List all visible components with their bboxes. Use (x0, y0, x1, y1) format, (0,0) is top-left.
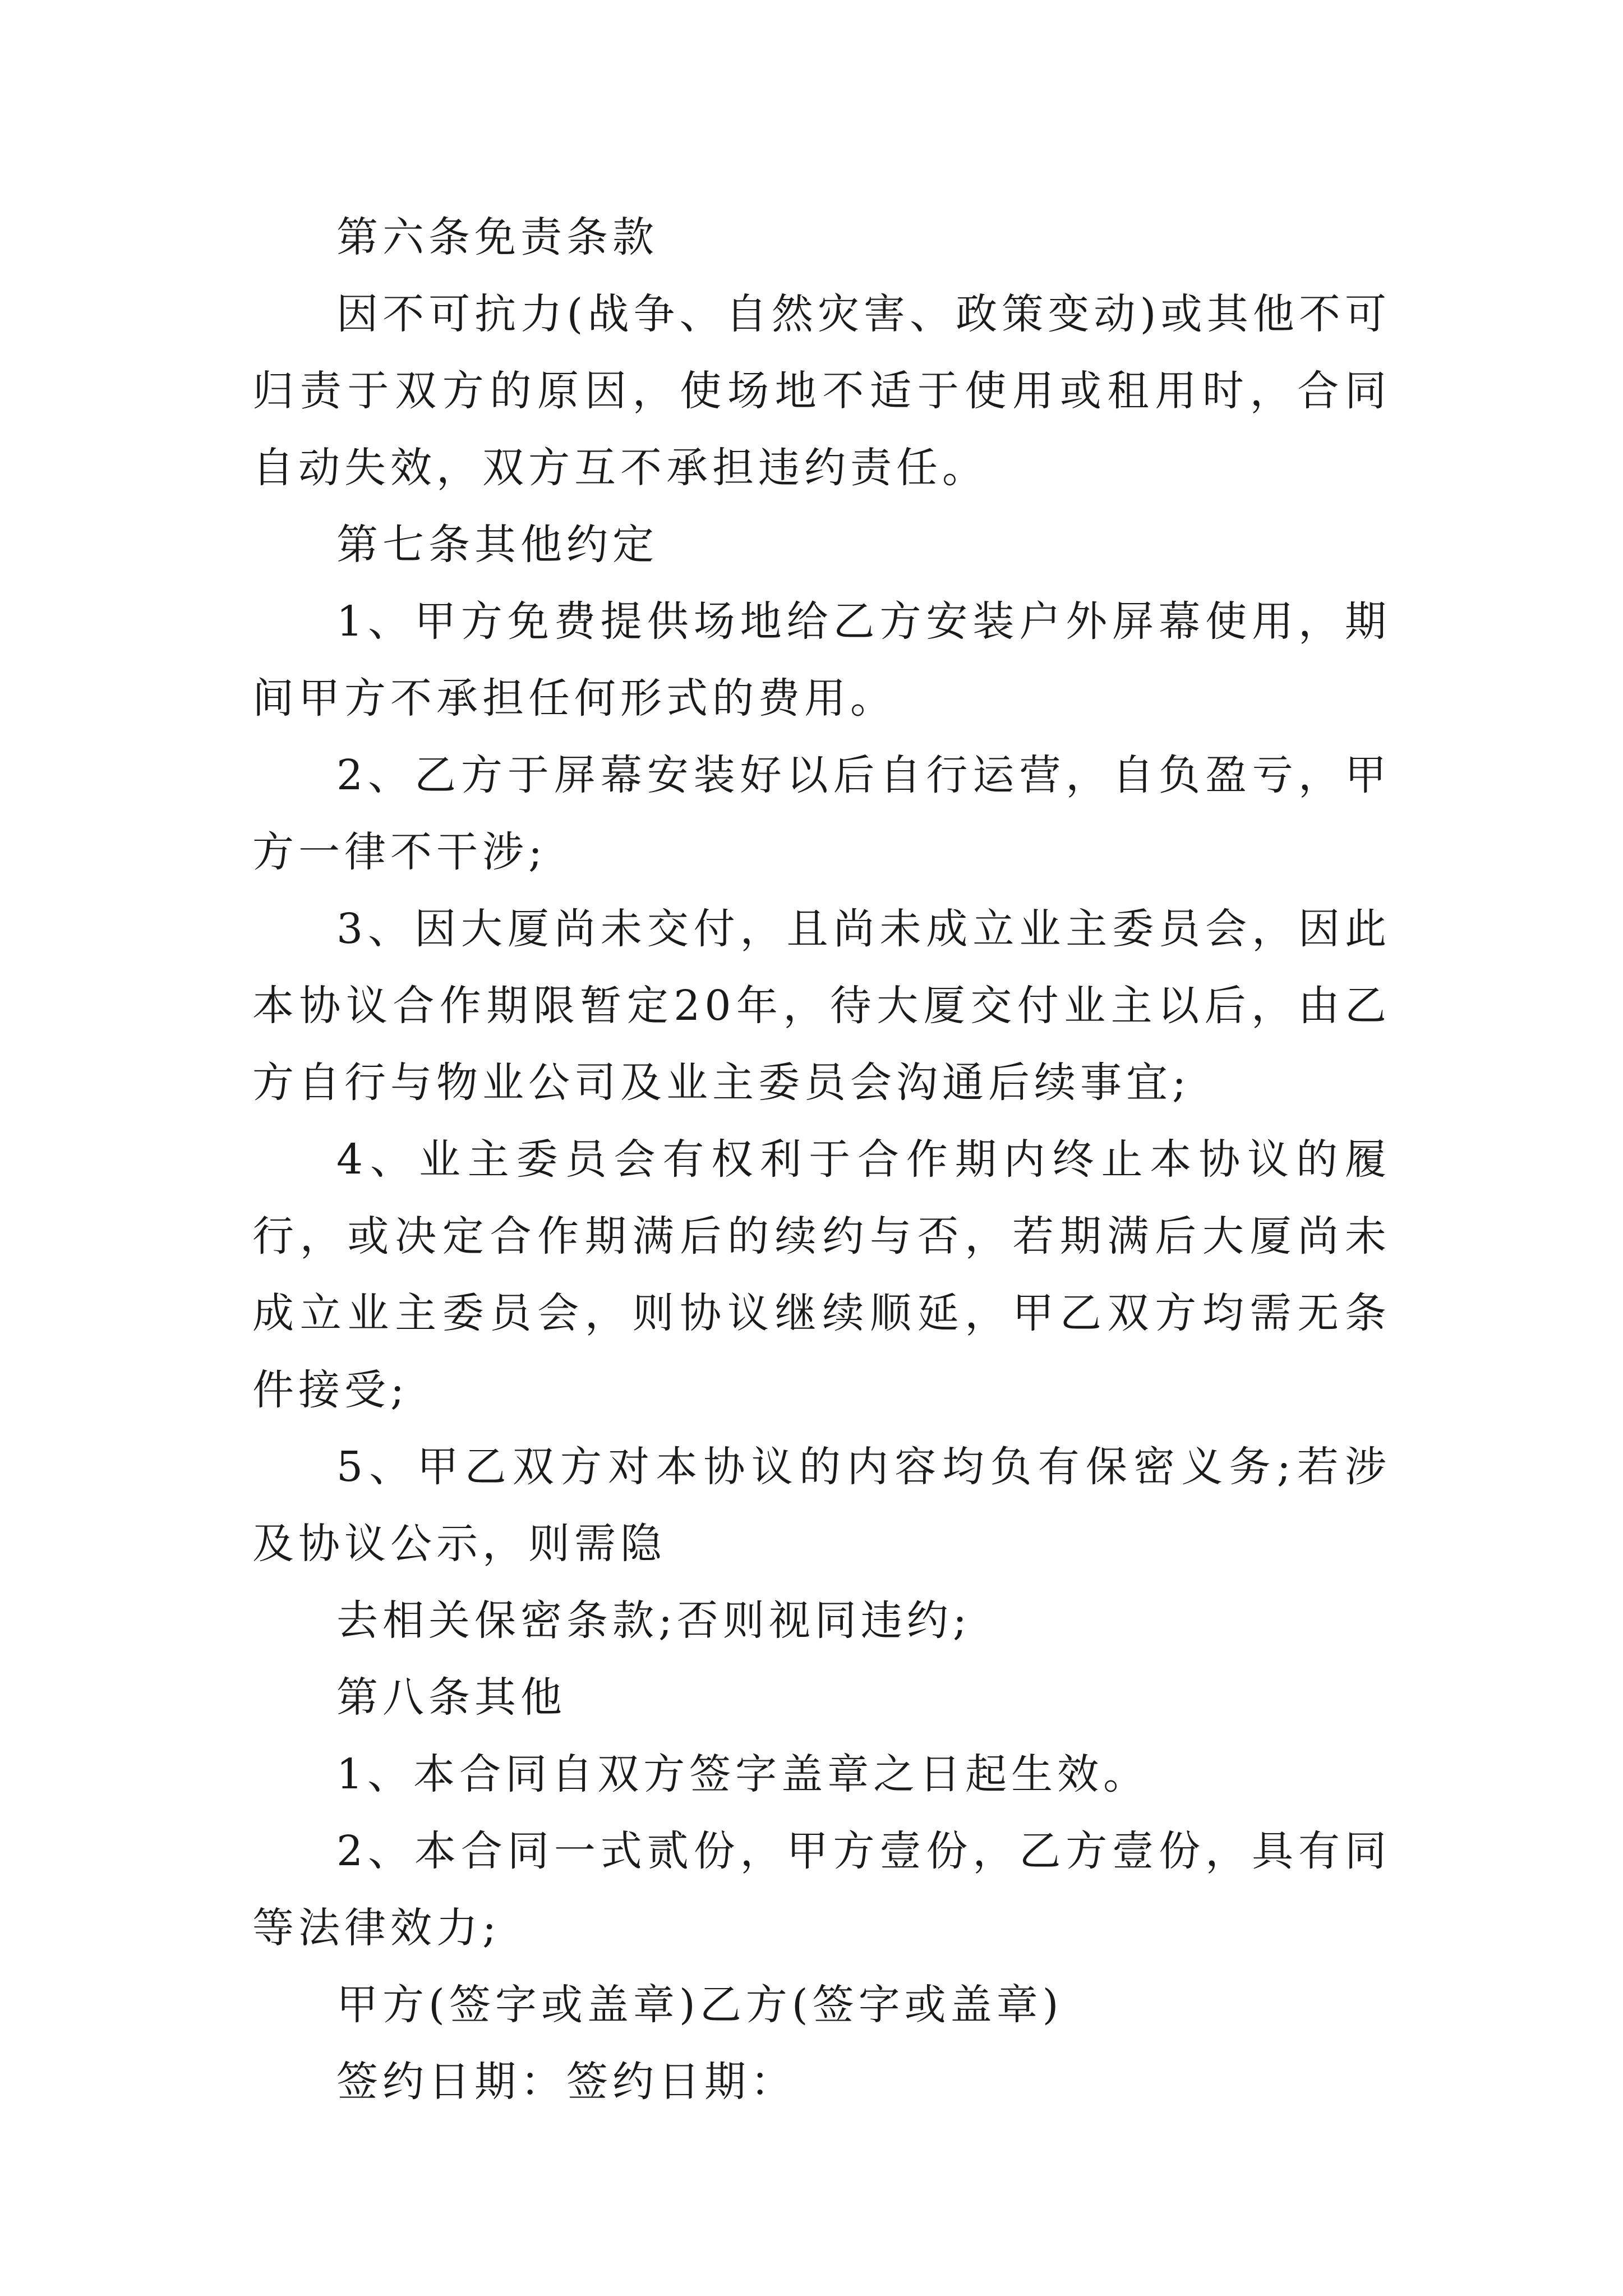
signature-line: 甲方(签字或盖章)乙方(签字或盖章) (336, 1981, 1063, 2029)
clause-7-1: 1、甲方免费提供场地给乙方安装户外屏幕使用，期间甲方不承担任何形式的费用。 (252, 597, 1391, 723)
clause-7-5: 5、甲乙双方对本协议的内容均负有保密义务;若涉及协议公示，则需隐 (252, 1443, 1391, 1568)
clause-7-4: 4、业主委员会有权利于合作期内终止本协议的履行，或决定合作期满后的续约与否，若期满后大厦尚未成立业主委员会，则协议继续顺延，甲乙双方均需无条件接受; (252, 1135, 1391, 1414)
clause-8-2: 2、本合同一式贰份，甲方壹份，乙方壹份，具有同等法律效力; (252, 1827, 1391, 1952)
heading-article-7: 第七条其他约定 (336, 521, 658, 569)
clause-7-5-continued: 去相关保密条款;否则视同违约; (336, 1596, 971, 1645)
document-body (252, 199, 1391, 2120)
heading-article-6: 第六条免责条款 (336, 213, 658, 261)
clause-8-1: 1、本合同自双方签字盖章之日起生效。 (336, 1750, 1150, 1798)
heading-article-8: 第八条其他 (336, 1673, 566, 1722)
signing-date-line: 签约日期：签约日期： (336, 2058, 796, 2106)
paragraph-force-majeure: 因不可抗力(战争、自然灾害、政策变动)或其他不可归责于双方的原因，使场地不适于使用或租用时，合同自动失效，双方互不承担违约责任。 (252, 290, 1391, 492)
clause-7-3: 3、因大厦尚未交付，且尚未成立业主委员会，因此本协议合作期限暂定20年，待大厦交付业主以后，由乙方自行与物业公司及业主委员会沟通后续事宜; (252, 905, 1391, 1107)
clause-7-2: 2、乙方于屏幕安装好以后自行运营，自负盈亏，甲方一律不干涉; (252, 751, 1391, 876)
